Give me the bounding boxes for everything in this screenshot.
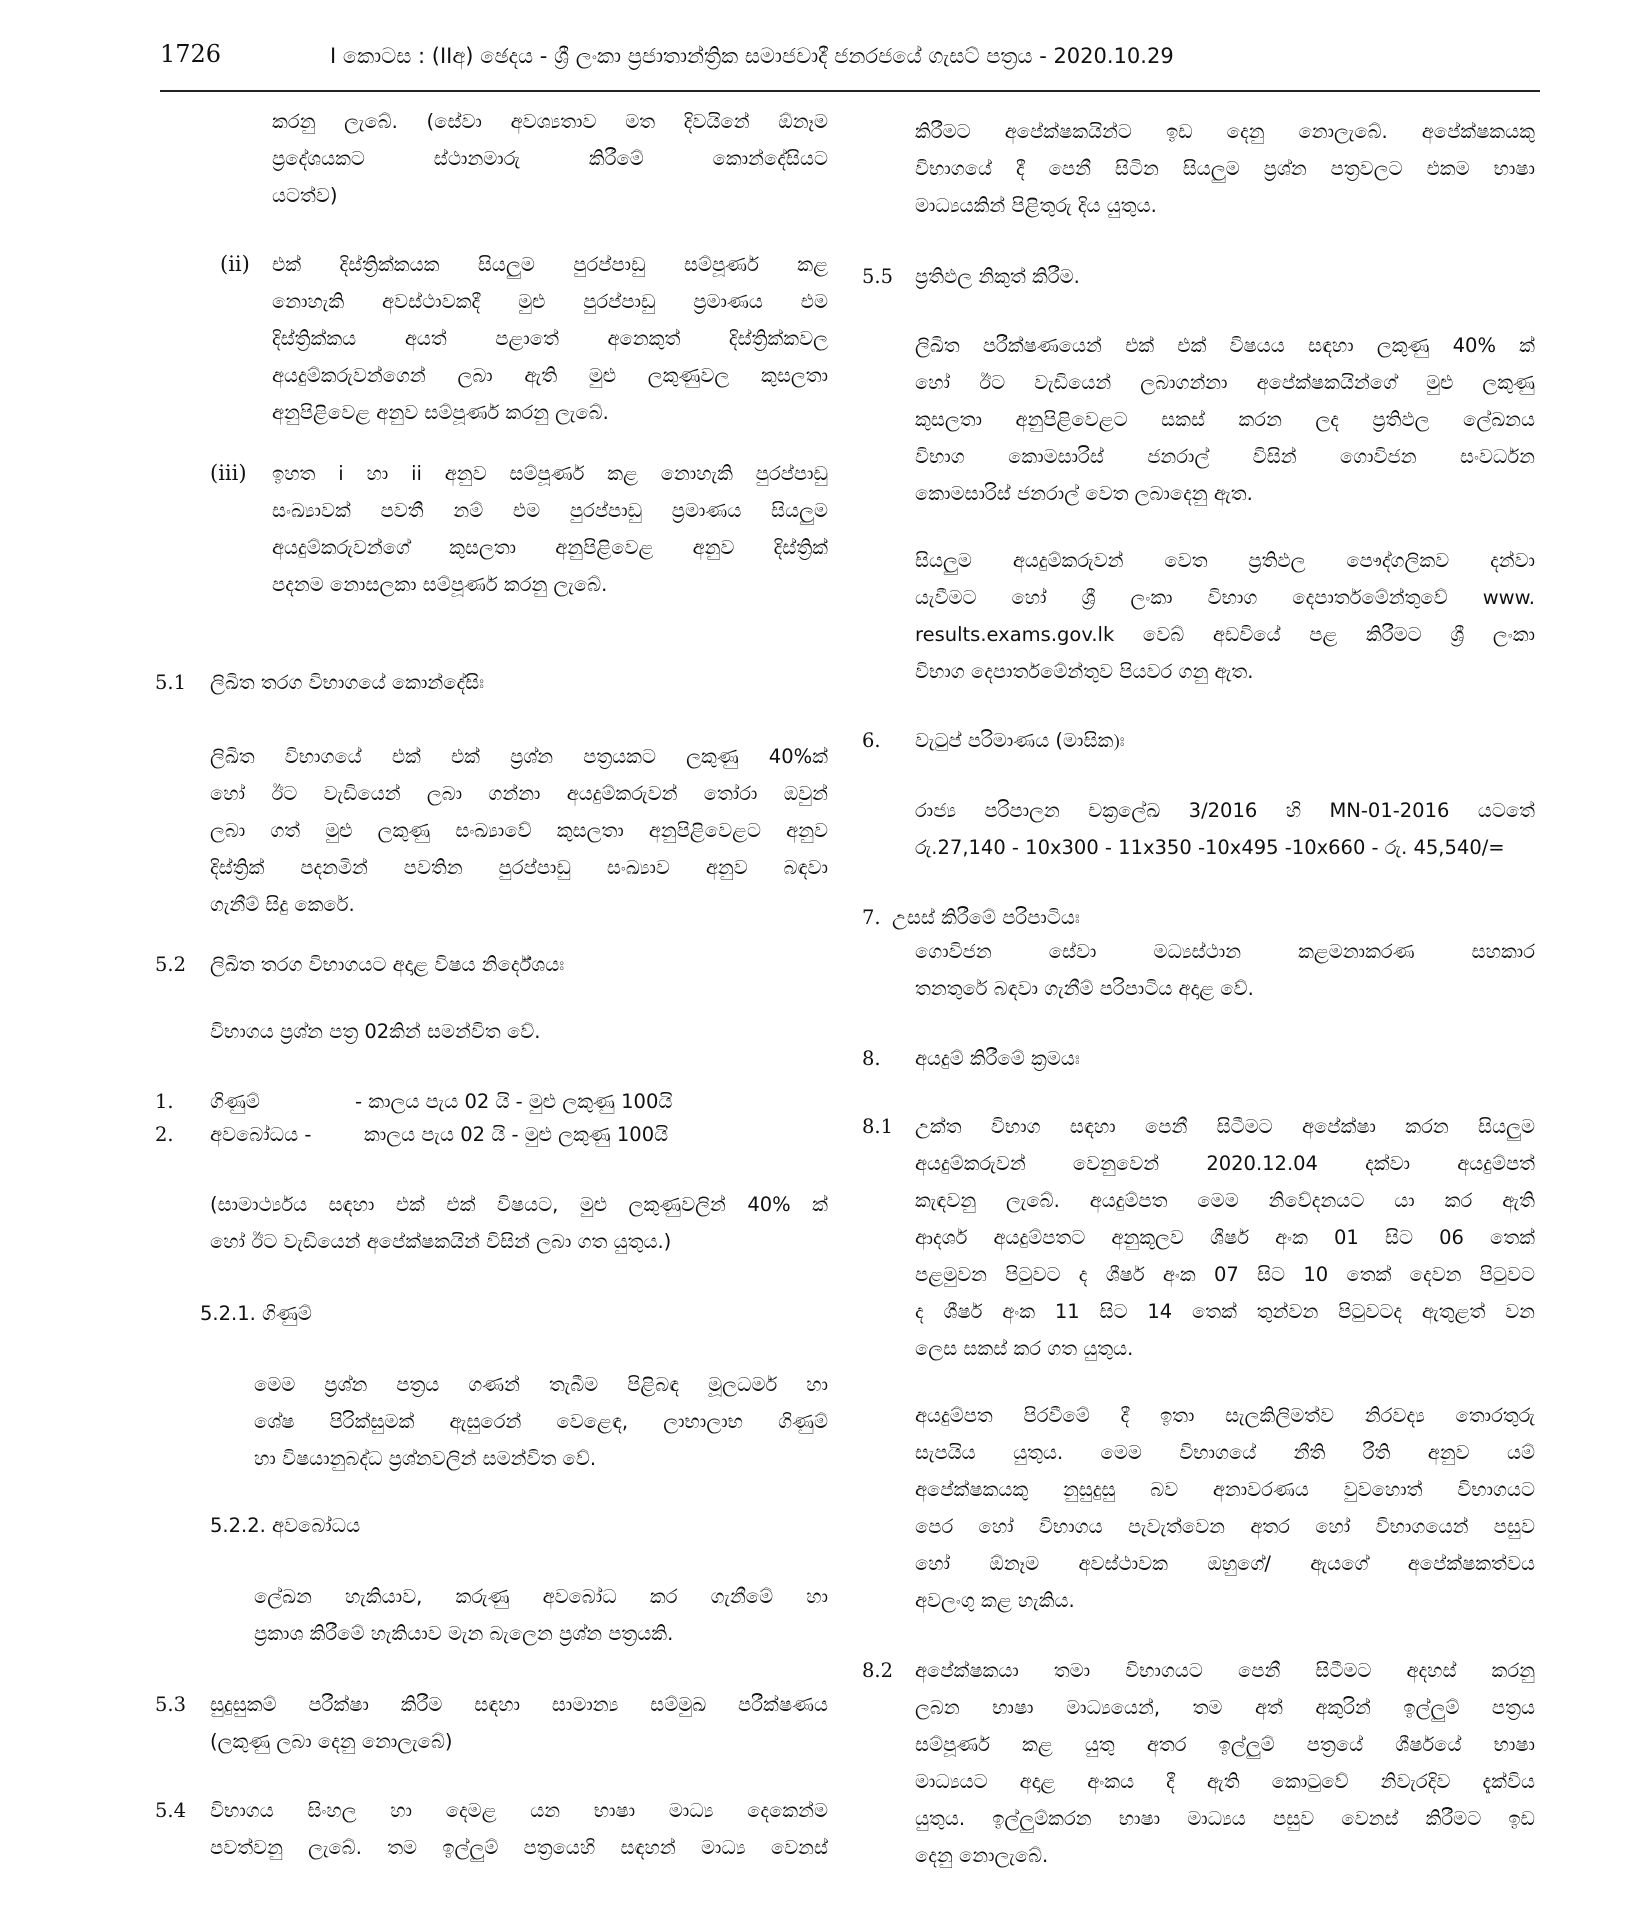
text-line: ප්‍රකාශ කිරීමේ හැකියාව මැන බැලෙන ප්‍රශ්න පත්‍රයකි. bbox=[254, 1622, 674, 1645]
text-line: රු.27,140 - 10x300 - 11x350 -10x495 -10x660 - රු. 45,540/= bbox=[915, 836, 1505, 859]
text-line: කොමසාරිස් ජනරාල් වෙත ලබාදෙනු ඇත. bbox=[915, 482, 1253, 505]
text-line: අයදුම්කරුවන්ගෙන් ලබා ඇති මුළු ලකුණුවල කුසලතා bbox=[272, 364, 828, 387]
text-line: හෝ ඕනෑම අවස්ථාවක ඔහුගේ/ ඇයගේ අපේක්ෂකත්වය bbox=[915, 1552, 1535, 1575]
text-line: විභාගයේ දී පෙනී සිටින සියලුම ප්‍රශ්න පත්‍රවලට එකම භාෂා bbox=[915, 157, 1535, 180]
paper-number: 1. bbox=[155, 1090, 174, 1113]
text-line: කරනු ලැබේ. (සේවා අවශ්‍යතාව මත දිවයිනේ ඕනෑම bbox=[272, 110, 828, 133]
paper-details: - කාලය පැය 02 යි - මුළු ලකුණු 100යි bbox=[355, 1090, 673, 1113]
text-line: පෙර හෝ විභාගය පැවැත්වෙන අතර හෝ විභාගයෙන් පසුව bbox=[915, 1515, 1535, 1538]
text-line: අපේක්ෂකයකු නුසුදුසු බව අනාවරණය වුවහොත් විභාගයට bbox=[915, 1478, 1535, 1501]
subsection-heading: 5.2.2. අවබෝධය bbox=[210, 1514, 361, 1537]
text-line: විභාගය ප්‍රශ්න පත්‍ර 02කින් සමන්විත වේ. bbox=[210, 1020, 541, 1043]
text-line: සංඛ්‍යාවක් පවතී නම් එම පුරප්පාඩු ප්‍රමාණය සියලුම bbox=[272, 499, 828, 522]
text-line: එක් දිස්ත්‍රික්කයක සියලුම පුරප්පාඩු සම්පූර්ණ කළ bbox=[272, 253, 828, 276]
section-number: 7. bbox=[862, 906, 881, 929]
text-line: ගොවිජන සේවා මධ්‍යස්ථාන කළමනාකරණ සහකාර bbox=[915, 940, 1535, 963]
text-line: කිරීමට අපේක්ෂකයින්ට ඉඩ දෙනු නොලැබේ. අපේක්ෂකයකු bbox=[915, 120, 1535, 143]
text-line: කුසලතා අනුපිළිවෙළට සකස් කරන ලද ප්‍රතිඵල ලේඛනය bbox=[915, 408, 1535, 431]
text-line: ඉහත i හා ii අනුව සම්පූර්ණ කළ නොහැකි පුරප්පාඩු bbox=[272, 462, 828, 485]
text-line: ලබන භාෂා මාධ්‍යයෙන්, තම අත් අකුරින් ඉල්ලුම් පත්‍රය bbox=[915, 1696, 1535, 1719]
section-heading: ප්‍රතිඵල නිකුත් කිරීම. bbox=[915, 265, 1080, 288]
text-line: දෙනු නොලැබේ. bbox=[915, 1844, 1049, 1867]
section-number: 8.2 bbox=[862, 1659, 894, 1682]
text-line: ලෙස සකස් කර ගත යුතුය. bbox=[915, 1337, 1134, 1360]
text-line: විභාගය සිංහල හා දෙමළ යන භාෂා මාධ්‍ය දෙකෙන්ම bbox=[210, 1799, 828, 1822]
text-line: තනතුරේ බඳවා ගැනීම් පරිපාටිය අදාළ වේ. bbox=[915, 977, 1254, 1000]
text-line: අයදුම්පත පිරවීමේ දී ඉතා සැලකිලිමත්ව නිරවද්‍ය තොරතුරු bbox=[915, 1404, 1535, 1427]
subsection-heading: 5.2.1. ගිණුම් bbox=[200, 1302, 312, 1325]
item-ii-label: (ii) bbox=[220, 252, 250, 276]
text-line: විභාග කොමසාරිස් ජනරාල් විසින් ගොවිජන සංවර්ධන bbox=[915, 445, 1535, 468]
text-line: ලිඛිත පරීක්ෂණයෙන් එක් එක් විෂයය සඳහා ලකුණු 40% ක් bbox=[915, 334, 1535, 357]
text-line: (ලකුණු ලබා දෙනු නොලැබේ) bbox=[210, 1730, 453, 1753]
section-number: 5.1 bbox=[155, 671, 187, 694]
text-line: පවත්වනු ලැබේ. තම ඉල්ලුම් පත්‍රයෙහි සඳහන් මාධ්‍ය වෙනස් bbox=[210, 1836, 828, 1859]
text-line: යටත්ව) bbox=[272, 184, 338, 207]
paper-name: අවබෝධය - bbox=[210, 1123, 312, 1146]
text-line: සුදුසුකම් පරීක්ෂා කිරීම සඳහා සාමාන්‍ය සම්මුඛ පරීක්ෂණය bbox=[210, 1693, 828, 1716]
text-line: results.exams.gov.lk වෙබ් අඩවියේ පළ කිරීමට ශ්‍රී ලංකා bbox=[915, 623, 1535, 646]
text-line: ලිඛිත විභාගයේ එක් එක් ප්‍රශ්න පත්‍රයකට ලකුණු 40%ක් bbox=[210, 745, 828, 768]
text-line: ලේඛන හැකියාව, කරුණු අවබෝධ කර ගැනීමේ හා bbox=[254, 1585, 828, 1608]
section-heading: ලිඛිත තරග විභාගයට අදාළ විෂය නිර්දේශයඃ bbox=[210, 953, 565, 976]
text-line: මාධ්‍යයකින් පිළිතුරු දිය යුතුය. bbox=[915, 194, 1157, 217]
section-number: 6. bbox=[862, 729, 881, 752]
page-number: 1726 bbox=[160, 40, 222, 68]
text-line: සැපයිය යුතුය. මෙම විභාගයේ නීති රීති අනුව යම් bbox=[915, 1441, 1535, 1464]
header-rule bbox=[160, 90, 1540, 92]
text-line: පදනම නොසලකා සම්පූර්ණ කරනු ලැබේ. bbox=[272, 573, 608, 596]
text-line: අයදුම්කරුවන්ගේ කුසලතා අනුපිළිවෙළ අනුව දිස්ත්‍රික් bbox=[272, 536, 828, 559]
section-number: 5.4 bbox=[155, 1799, 187, 1822]
section-heading: උසස් කිරීමේ පරිපාටියඃ bbox=[892, 906, 1080, 929]
text-line: අයදුම්කරුවන් වෙනුවෙන් 2020.12.04 දක්වා අයදුම්පත් bbox=[915, 1152, 1535, 1175]
text-line: සම්පූර්ණ කළ යුතු අතර ඉල්ලුම් පත්‍රයේ ශීර්ෂයේ භාෂා bbox=[915, 1733, 1535, 1756]
section-number: 8. bbox=[862, 1047, 881, 1070]
gazette-header-title: I කොටස : (IIඅ) ඡෙදය - ශ්‍රී ලංකා ප්‍රජාතාන්ත්‍රික සමාජවාදී ජනරජයේ ගැසට් පත්‍රය - 2020.10.29 bbox=[330, 44, 1174, 68]
text-line: හෝ ඊට වැඩියෙන් ලබාගන්නා අපේක්ෂකයින්ගේ මුළු ලකුණු bbox=[915, 371, 1535, 394]
text-line: ශේෂ පිරික්සුමක් ඇසුරෙන් වෙළෙඳ, ලාභාලාභ ගිණුම් bbox=[254, 1410, 828, 1433]
text-line: දිස්ත්‍රික්කය අයත් පළාතේ අනෙකුත් දිස්ත්‍රික්කවල bbox=[272, 327, 828, 350]
text-line: කැඳවනු ලැබේ. අයදුම්පත මෙම නිවේදනයට යා කර ඇති bbox=[915, 1189, 1535, 1212]
section-number: 5.2 bbox=[155, 953, 187, 976]
text-line: (සාමාර්ථ්‍යය සඳහා එක් එක් විෂයට, මුළු ලකුණුවලින් 40% ක් bbox=[210, 1193, 828, 1216]
text-line: ද ශීර්ෂ අංක 11 සිට 14 තෙක් තුන්වන පිටුවටද ඇතුළත් වන bbox=[915, 1300, 1535, 1323]
text-line: හා විෂයානුබද්ධ ප්‍රශ්නවලින් සමන්විත වේ. bbox=[254, 1447, 597, 1470]
text-line: අනුපිළිවෙළ අනුව සම්පූර්ණ කරනු ලැබේ. bbox=[272, 401, 609, 424]
text-line: ලබා ගත් මුළු ලකුණු සංඛ්‍යාවේ කුසලතා අනුපිළිවෙළට අනුව bbox=[210, 819, 828, 842]
text-line: උක්ත විභාග සඳහා පෙනී සිටීමට අපේක්ෂා කරන සියලුම bbox=[915, 1115, 1535, 1138]
text-line: දිස්ත්‍රික් පදනමින් පවතින පුරප්පාඩු සංඛ්‍යාව අනුව බඳවා bbox=[210, 856, 828, 879]
text-line: අවලංගු කළ හැකිය. bbox=[915, 1589, 1075, 1612]
item-iii-label: (iii) bbox=[210, 461, 247, 485]
paper-name: ගිණුම් bbox=[210, 1090, 260, 1113]
paper-number: 2. bbox=[155, 1123, 174, 1146]
text-line: හෝ ඊට වැඩියෙන් ලබා ගන්නා අයදුම්කරුවන් තෝරා ඔවුන් bbox=[210, 782, 828, 805]
text-line: පළමුවන පිටුවට ද ශීර්ෂ අංක 07 සිට 10 තෙක් දෙවන පිටුවට bbox=[915, 1263, 1535, 1286]
section-heading: අයදුම් කිරීමේ ක්‍රමයඃ bbox=[915, 1047, 1080, 1070]
text-line: විභාග දෙපාර්තමේන්තුව පියවර ගනු ඇත. bbox=[915, 660, 1254, 683]
section-number: 8.1 bbox=[862, 1115, 894, 1138]
text-line: නොහැකි අවස්ථාවකදී මුළු පුරප්පාඩු ප්‍රමාණය එම bbox=[272, 290, 828, 313]
text-line: මෙම ප්‍රශ්න පත්‍රය ගණන් තැබීම පිළිබඳ මූලධර්ම හා bbox=[254, 1373, 828, 1396]
text-line: ප්‍රදේශයකට ස්ථානමාරු කිරීමේ කොන්දේසියට bbox=[272, 147, 828, 170]
text-line: යැවීමට හෝ ශ්‍රී ලංකා විභාග දෙපාර්තමේන්තුවේ www. bbox=[915, 586, 1535, 609]
text-line: අපේක්ෂකයා තමා විභාගයට පෙනී සිටීමට අදහස් කරනු bbox=[915, 1659, 1535, 1682]
text-line: සියලුම අයදුම්කරුවන් වෙත ප්‍රතිඵල පෞද්ගලිකව දන්වා bbox=[915, 549, 1535, 572]
text-line: ගැනීම් සිදු කෙරේ. bbox=[210, 893, 355, 916]
section-heading: ලිඛිත තරග විභාගයේ කොන්දේසිඃ bbox=[210, 671, 485, 694]
text-line: රාජ්‍ය පරිපාලන චක්‍රලේඛ 3/2016 හි MN-01-2016 යටතේ bbox=[915, 799, 1535, 822]
section-number: 5.5 bbox=[862, 265, 894, 288]
text-line: මාධ්‍යයට අදාළ අංකය දී ඇති කොටුවේ නිවැරදිව දැක්විය bbox=[915, 1770, 1535, 1793]
text-line: හෝ ඊට වැඩියෙන් අපේක්ෂකයින් විසින් ලබා ගත යුතුය.) bbox=[210, 1230, 672, 1253]
paper-details: කාලය පැය 02 යි - මුළු ලකුණු 100යි bbox=[364, 1123, 669, 1146]
section-heading: වැටුප් පරිමාණය (මාසික)ඃ bbox=[915, 729, 1125, 752]
text-line: ආදර්ශ අයදුම්පතට අනුකූලව ශීර්ෂ අංක 01 සිට 06 තෙක් bbox=[915, 1226, 1535, 1249]
text-line: යුතුය. ඉල්ලුම්කරන භාෂා මාධ්‍යය පසුව වෙනස් කිරීමට ඉඩ bbox=[915, 1807, 1535, 1830]
section-number: 5.3 bbox=[155, 1693, 187, 1716]
